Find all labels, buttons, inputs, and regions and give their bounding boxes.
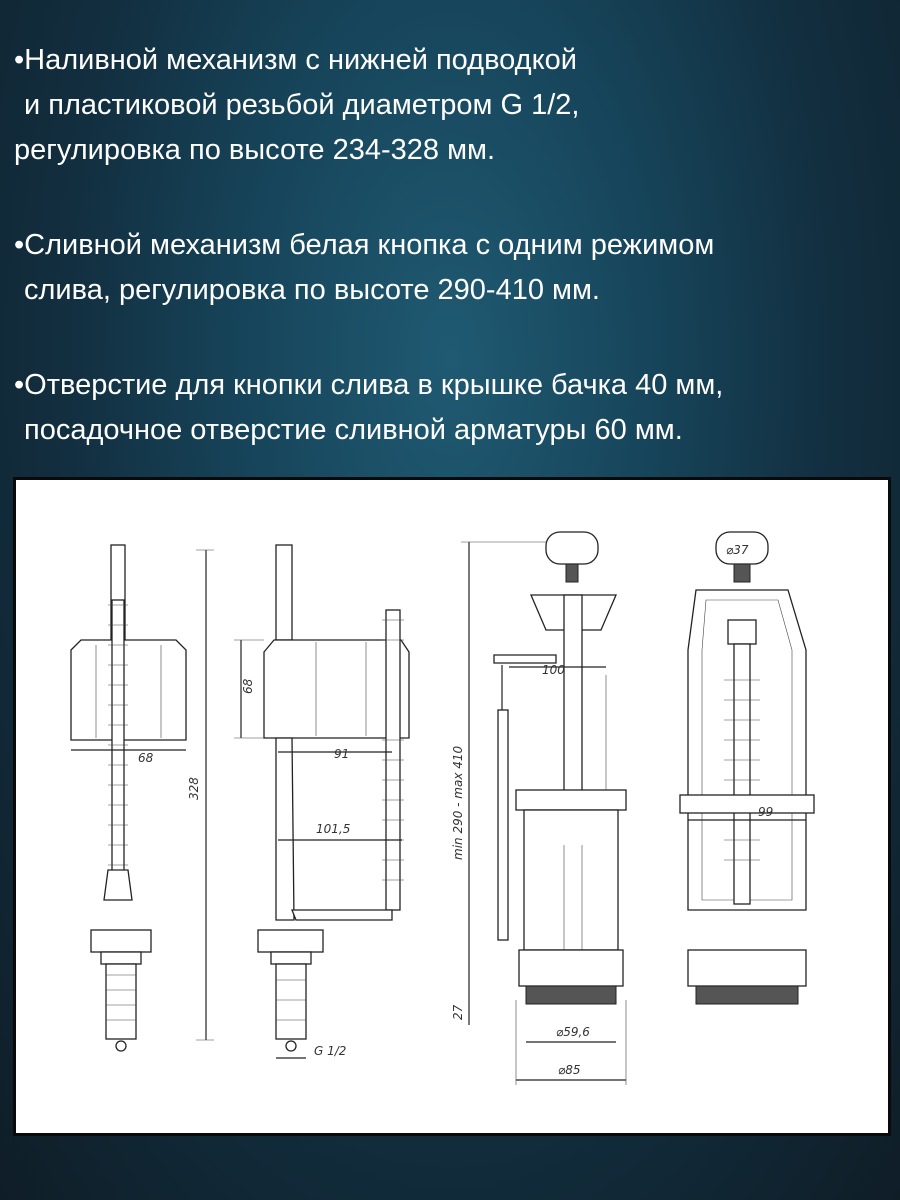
drain-valve-side-view (680, 532, 814, 1004)
feature-inlet (14, 38, 894, 173)
feature-line: регулировка по высоте 234-328 мм. (14, 134, 496, 166)
reach-max-label: 101,5 (316, 822, 351, 836)
feature-line: слива, регулировка по высоте 290-410 мм. (24, 274, 600, 306)
thread-dia-label: ⌀59,6 (556, 1025, 590, 1039)
inlet-height-label: 328 (187, 777, 201, 800)
feature-line: •Наливной механизм с нижней подводкой (14, 44, 577, 76)
inlet-valve-front-view (71, 545, 214, 1051)
drain-button (546, 532, 598, 564)
technical-drawing-panel (13, 477, 891, 1136)
flange-dia-label: ⌀85 (558, 1063, 581, 1077)
drain-arm-label: 100 (542, 663, 565, 677)
feature-holes (14, 363, 894, 453)
drain-valve-front-view (451, 532, 626, 1085)
feature-line: •Отверстие для кнопки слива в крышке бачка 40 мм, (14, 369, 724, 401)
inlet-valve-side-view (234, 545, 409, 1058)
feature-list (14, 38, 894, 503)
feature-line: и пластиковой резьбой диаметром G 1/2, (24, 89, 580, 121)
body-width-label: 99 (758, 805, 774, 819)
feature-drain (14, 223, 894, 313)
thread-label: G 1/2 (314, 1044, 347, 1058)
technical-drawing (16, 480, 888, 1133)
feature-line: •Сливной механизм белая кнопка с одним режимом (14, 229, 715, 261)
arm-reach-label: 91 (334, 747, 350, 761)
feature-line: посадочное отверстие сливной арматуры 60 мм. (24, 414, 683, 446)
base-height-label: 27 (451, 1004, 465, 1020)
float-height-label: 68 (241, 678, 255, 694)
inlet-width-label: 68 (138, 751, 154, 765)
button-dia-label: ⌀37 (726, 543, 749, 557)
drain-height-range-label: min 290 - max 410 (451, 745, 465, 860)
